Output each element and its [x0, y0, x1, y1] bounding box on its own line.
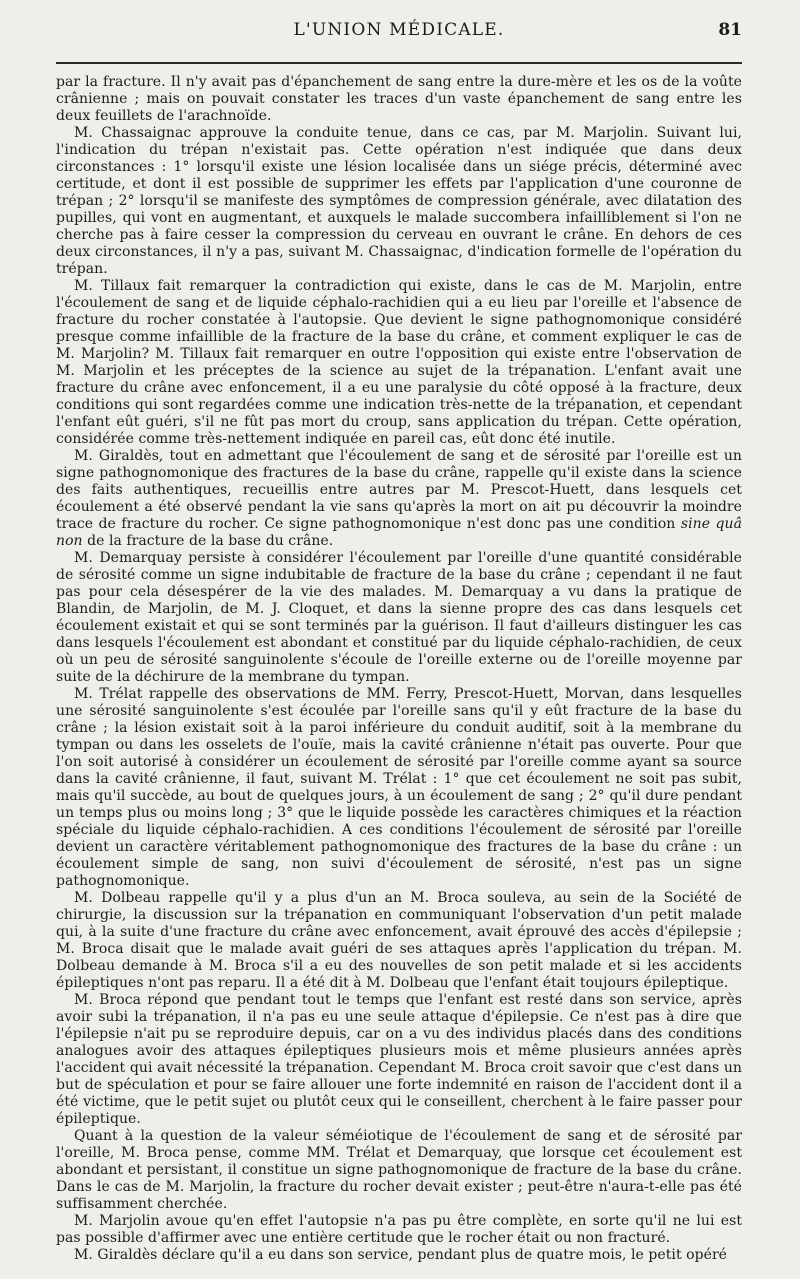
paragraph-continued: par la fracture. Il n'y avait pas d'épanchement de sang entre la dure-mère et les os de la voûte crânienne ; mais on pouvait constater les traces d'un vaste épanchement de sang entre les deux feuillets de l'arachnoïde.	[56, 74, 742, 124]
header-rule	[56, 62, 742, 64]
paragraph-tillaux: M. Tillaux fait remarquer la contradiction qui existe, dans le cas de M. Marjolin, entre l'écoulement de sang et de liquide céphalo-rachidien qui a eu lieu par l'oreille et l'absence de fracture du rocher constatée à l'autopsie. Que devient le signe pathognomonique considéré presque comme infaillible de la fracture de la base du crâne, et comment expliquer le cas de M. Marjolin? M. Tillaux fait remarquer en outre l'opposition qui existe entre l'observation de M. Marjolin et les préceptes de la science au sujet de la trépanation. L'enfant avait une fracture du crâne avec enfoncement, il a eu une paralysie du côté opposé à la fracture, deux conditions qui sont regardées comme une indication très-nette de la trépanation, et cependant l'enfant eût guéri, s'il ne fût pas mort du croup, sans application du trépan. Cette opération, considérée comme très-nettement indiquée en pareil cas, eût donc été inutile.	[56, 278, 742, 447]
paragraph-broca-semeiotique: Quant à la question de la valeur séméiotique de l'écoulement de sang et de sérosité par l'oreille, M. Broca pense, comme MM. Trélat et Demarquay, que lorsque cet écoulement est abondant et persistant, il constitue un signe pathognomonique de fracture de la base du crâne. Dans le cas de M. Marjolin, la fracture du rocher devait exister ; peut-être n'aura-t-elle pas été suffisamment cherchée.	[56, 1128, 742, 1212]
giraldes-text: M. Giraldès, tout en admettant que l'écoulement de sang et de sérosité par l'oreille est un signe pathognomonique des fractures de la base du crâne, rappelle qu'il existe dans la science des faits authentiques, recueillis entre autres par M. Prescot-Huett, dans lesquels cet écoulement a été observé pendant la vie sans qu'après la mort on ait pu découvrir la moindre trace de fracture du rocher. Ce signe pathognomonique n'est donc pas une condition	[56, 448, 742, 532]
article-body	[56, 74, 742, 1264]
paragraph-demarquay: M. Demarquay persiste à considérer l'écoulement par l'oreille d'une quantité considérable de sérosité comme un signe indubitable de fracture de la base du crâne ; cependant il ne faut pas pour cela désespérer de la vie des malades. M. Demarquay a vu dans la pratique de Blandin, de Marjolin, de M. J. Cloquet, et dans la sienne propre des cas dans lesquels cet écoulement existait et qui se sont terminés par la guérison. Il faut d'ailleurs distinguer les cas dans lesquels l'écoulement est abondant et constitué par du liquide céphalo-rachidien, de ceux où un peu de sérosité sanguinolente s'écoule de l'oreille externe ou de l'oreille moyenne par suite de la déchirure de la membrane du tympan.	[56, 550, 742, 685]
giraldes-tail: de la fracture de la base du crâne.	[82, 533, 334, 549]
paragraph-trelat: M. Trélat rappelle des observations de MM. Ferry, Prescot-Huett, Morvan, dans lesquelles une sérosité sanguinolente s'est écoulée par l'oreille sans qu'il y eût fracture de la base du crâne ; la lésion existait soit à la paroi inférieure du conduit auditif, soit à la membrane du tympan ou dans les osselets de l'ouïe, mais la cavité crânienne n'était pas ouverte. Pour que l'on soit autorisé à considérer un écoulement de sérosité par l'oreille comme ayant sa source dans la cavité crânienne, il faut, suivant M. Trélat : 1° que cet écoulement ne soit pas subit, mais qu'il succède, au bout de quelques jours, à un écoulement de sang ; 2° qu'il dure pendant un temps plus ou moins long ; 3° que le liquide possède les caractères chimiques et la réaction spéciale du liquide céphalo-rachidien. A ces conditions l'écoulement de sérosité par l'oreille devient un caractère véritablement pathognomonique des fractures de la base du crâne : un écoulement simple de sang, non suivi d'écoulement de sérosité, n'est pas un signe pathognomonique.	[56, 686, 742, 889]
page-number: 81	[718, 20, 742, 40]
paragraph-chassaignac: M. Chassaignac approuve la conduite tenue, dans ce cas, par M. Marjolin. Suivant lui, l'indication du trépan n'existait pas. Cette opération n'est indiquée que dans deux circonstances : 1° lorsqu'il existe une lésion localisée dans un siége précis, déterminé avec certitude, et dont il est possible de supprimer les effets par l'application d'une couronne de trépan ; 2° lorsqu'il se manifeste des symptômes de compression générale, avec dilatation des pupilles, qui vont en augmentant, et auxquels le malade succombera infailliblement si l'on ne cherche pas à faire cesser la compression du cerveau en ouvrant le crâne. En dehors de ces deux circonstances, il n'y a pas, suivant M. Chassaignac, d'indication formelle de l'opération du trépan.	[56, 125, 742, 277]
running-title: L'UNION MÉDICALE.	[293, 20, 505, 40]
paragraph-dolbeau: M. Dolbeau rappelle qu'il y a plus d'un an M. Broca souleva, au sein de la Société de chirurgie, la discussion sur la trépanation en communiquant l'observation d'un petit malade qui, à la suite d'une fracture du crâne avec enfoncement, avait éprouvé des accès d'épilepsie ; M. Broca disait que le malade avait guéri de ses attaques après l'application du trépan. M. Dolbeau demande à M. Broca s'il a eu des nouvelles de son petit malade et si les accidents épileptiques n'ont pas reparu. Il a été dit à M. Dolbeau que l'enfant était toujours épileptique.	[56, 890, 742, 991]
paragraph-marjolin: M. Marjolin avoue qu'en effet l'autopsie n'a pas pu être complète, en sorte qu'il ne lui est pas possible d'affirmer avec une entière certitude que le rocher était ou non fracturé.	[56, 1213, 742, 1246]
page-header	[56, 20, 742, 50]
paragraph-broca-reply: M. Broca répond que pendant tout le temps que l'enfant est resté dans son service, après avoir subi la trépanation, il n'a pas eu une seule attaque d'épilepsie. Ce n'est pas à dire que l'épilepsie n'ait pu se reproduire depuis, car on a vu des individus placés dans des conditions analogues avoir des attaques épileptiques plusieurs mois et même plusieurs années après l'accident qui avait nécessité la trépanation. Cependant M. Broca croit savoir que c'est dans un but de spéculation et pour se faire allouer une forte indemnité en raison de l'accident dont il a été victime, que le petit sujet ou plutôt ceux qui le conseillent, cherchent à le faire passer pour épileptique.	[56, 992, 742, 1127]
latin-phrase: sine quâ non	[56, 516, 743, 549]
paragraph-giraldes	[56, 448, 742, 550]
paragraph-giraldes-final: M. Giraldès déclare qu'il a eu dans son service, pendant plus de quatre mois, le petit opéré	[74, 1247, 728, 1263]
